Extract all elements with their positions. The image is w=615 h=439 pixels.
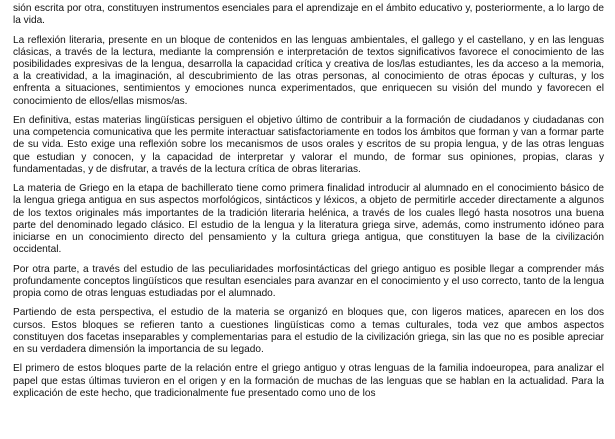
- paragraph-4: La materia de Griego en la etapa de bachillerato tiene como primera finalidad introducir al alumnado en el conocimiento básico de la lengua griega antigua en sus aspectos morfológicos, sintácticos y léxicos, a objeto de permitirle acceder directamente a algunos de los textos originales más importantes de la tradición literaria helénica, a través de los cuales llegó hasta nosotros una buena parte del denominado legado clásico. El estudio de la lengua y la literatura griega sirve, además, como instrumento idóneo para iniciarse en un conocimiento directo del pensamiento y la cultura griega antigua, que constituyen la base de la civilización occidental.: [13, 183, 604, 256]
- paragraph-6: Partiendo de esta perspectiva, el estudio de la materia se organizó en bloques que, con ligeros matices, aparecen en los dos cursos. Estos bloques se refieren tanto a cuestiones lingüísticas como a temas culturales, toda vez que ambos aspectos constituyen dos facetas inseparables y complementarias para el estudio de la civilización griega, sin las que no es posible apreciar en su verdadera dimensión la importancia de su legado.: [13, 307, 604, 356]
- paragraph-7: El primero de estos bloques parte de la relación entre el griego antiguo y otras lenguas de la familia indoeuropea, para analizar el papel que estas últimas tuvieron en el origen y en la formación de muchas de las lenguas que se hablan en la actualidad. Para la explicación de este hecho, que tradicionalmente fue presentado como uno de los: [13, 363, 604, 399]
- paragraph-1: sión escrita por otra, constituyen instrumentos esenciales para el aprendizaje en el ámbito educativo y, posteriormente, a lo largo de la vida.: [13, 3, 604, 27]
- paragraph-5: Por otra parte, a través del estudio de las peculiaridades morfosintácticas del griego antiguo es posible llegar a comprender más profundamente conceptos lingüísticos que resultan esenciales para avanzar en el conocimiento y el uso correcto, tanto de la lengua propia como de otras lenguas estudiadas por el alumnado.: [13, 263, 604, 300]
- paragraph-3: En definitiva, estas materias lingüísticas persiguen el objetivo último de contribuir a la formación de ciudadanos y ciudadanas con una competencia comunicativa que les permite interactuar satisfactoriamente en todos los ámbitos que forman y van a formar parte de su vida. Esto exige una reflexión sobre los mecanismos de usos orales y escritos de su propia lengua, y de las otras lenguas que estudian y conocen, y la capacidad de interpretar y valorar el mundo, de formar sus opiniones, propias, claras y fundamentadas, y de disfrutar, a través de la lectura crítica de obras literarias.: [13, 115, 604, 175]
- paragraph-2: La reflexión literaria, presente en un bloque de contenidos en las lenguas ambientales, el gallego y el castellano, y en las lenguas clásicas, a través de la lectura, mediante la comprensión e interpretación de textos significativos favorece el conocimiento de las posibilidades expresivas de la lengua, desarrolla la capacidad crítica y creativa de los/las estudiantes, les da acceso a la memoria, a la creatividad, a la imaginación, al descubrimiento de las otras personas, al conocimiento de otras épocas y culturas, y los enfrenta a situaciones, sentimientos y emociones nunca experimentados, que enriquecen su visión del mundo y favorecen el conocimiento de ellos/ellas mismos/as.: [13, 34, 604, 107]
